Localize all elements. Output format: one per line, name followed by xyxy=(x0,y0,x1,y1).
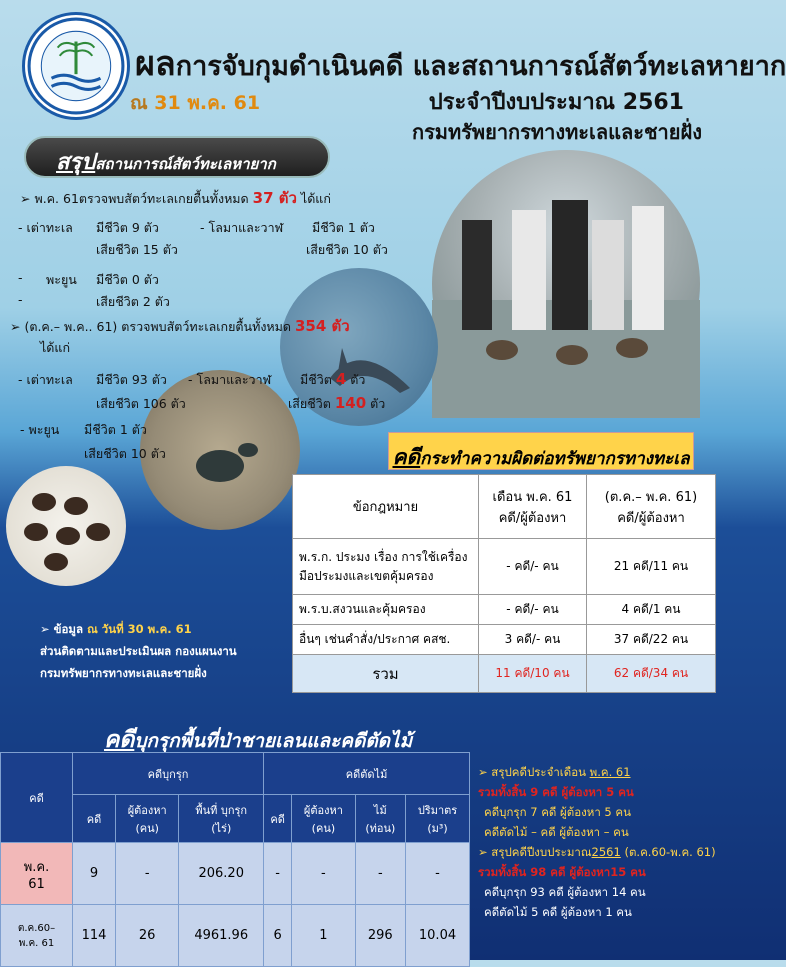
year-dolphin-dead-num: 140 xyxy=(334,394,367,412)
cell: - xyxy=(115,843,178,905)
cell: 26 xyxy=(115,905,178,967)
arrow-icon: ➢ xyxy=(40,622,50,636)
arrow-icon: ➢ xyxy=(478,765,488,779)
year-dugong-alive: มีชีวิต 1 ตัว xyxy=(84,422,147,437)
cell-month: 3 คดี/- คน xyxy=(479,625,587,655)
cell: 4961.96 xyxy=(179,905,264,967)
cell-law: อื่นๆ เช่นคำสั่ง/ประกาศ คสช. xyxy=(293,625,479,655)
year-turtle-dead: เสียชีวิต 106 ตัว xyxy=(96,396,186,411)
year-turtle-alive: มีชีวิต 93 ตัว xyxy=(96,372,167,387)
table-row xyxy=(1,843,470,905)
forest-header-row xyxy=(1,753,470,795)
year-dolphin-alive-unit: ตัว xyxy=(350,372,366,387)
case-banner-subtitle: กระทำความผิดต่อทรัพยากรทางทะเล xyxy=(420,449,690,469)
year-dugong-dead: เสียชีวิต 10 ตัว xyxy=(84,446,166,461)
forest-heading-title: คดี xyxy=(104,727,135,753)
month-dolphin-alive: มีชีวิต 1 ตัว xyxy=(312,220,375,235)
summary-line: คดีตัดไม้ – คดี ผู้ต้องหา – คน xyxy=(484,825,629,839)
th-sub: ผู้ต้องหา (คน) xyxy=(115,795,178,843)
cell-law: พ.ร.ก. ประมง เรื่อง การใช้เครื่องมือประมงและเขตคุ้มครอง xyxy=(293,539,479,595)
department-logo xyxy=(22,12,130,120)
cell: 1 xyxy=(292,905,355,967)
summary-title: สรุป xyxy=(56,150,96,175)
th-sub: ปริมาตร (ม³) xyxy=(406,795,470,843)
year-turtle-label: - เต่าทะเล xyxy=(18,372,73,387)
cell: 114 xyxy=(73,905,116,967)
summary-line: คดีบุกรุก 93 คดี ผู้ต้องหา 14 คน xyxy=(484,885,646,899)
th-sub: ไม้ (ท่อน) xyxy=(355,795,405,843)
month-dugong-alive: มีชีวิต 0 ตัว xyxy=(96,272,159,287)
page-title xyxy=(135,36,786,90)
cell: - xyxy=(355,843,405,905)
arrow-icon: ➢ xyxy=(478,845,488,859)
hatchlings-photo xyxy=(6,466,126,586)
th-sub: พื้นที่ บุกรุก (ไร่) xyxy=(179,795,264,843)
table-row xyxy=(293,595,716,625)
source-line1 xyxy=(40,618,237,640)
cell: 10.04 xyxy=(406,905,470,967)
report-date xyxy=(130,88,260,118)
year-dolphin-dead xyxy=(288,394,385,414)
cell-fiscal: 21 คดี/11 คน xyxy=(587,539,716,595)
cell-total-label: รวม xyxy=(293,655,479,693)
year-dugong-label: - พะยูน xyxy=(20,422,60,437)
marine-case-table xyxy=(292,474,716,693)
th-law: ข้อกฎหมาย xyxy=(293,475,479,539)
th-month: เดือน พ.ค. 61 คดี/ผู้ต้องหา xyxy=(479,475,587,539)
case-banner-title: คดี xyxy=(392,445,421,469)
year-dolphin-alive xyxy=(300,370,365,390)
year-dolphin-dead-text: เสียชีวิต xyxy=(288,396,331,411)
month-dugong-dash: - xyxy=(18,270,23,285)
th-sub: คดี xyxy=(73,795,116,843)
cell-total-fiscal: 62 คดี/34 คน xyxy=(587,655,716,693)
cell: - xyxy=(292,843,355,905)
year-dolphin-alive-num: 4 xyxy=(335,370,347,388)
summary-head2-text: สรุปคดีปีงบประมาณ xyxy=(491,845,592,859)
title-rest: การจับกุมดำเนินคดี และสถานการณ์สัตว์ทะเลหายาก xyxy=(175,51,786,82)
summary-pill xyxy=(24,136,330,178)
cell-month: - คดี/- คน xyxy=(479,539,587,595)
row-label: พ.ค. 61 xyxy=(1,843,73,905)
table-row xyxy=(1,905,470,967)
table-total-row xyxy=(293,655,716,693)
year-line-text: (ต.ค.– พ.ค.. 61) ตรวจพบสัตว์ทะเลเกยตื้นทั้งหมด xyxy=(24,319,292,334)
summary-head2-year: 2561 xyxy=(591,845,621,859)
summary-head xyxy=(478,762,716,782)
month-dugong-dead-dash: - xyxy=(18,292,23,307)
fiscal-year: ประจำปีงบประมาณ 2561 xyxy=(428,90,684,115)
cell: 296 xyxy=(355,905,405,967)
source-date: ณ วันที่ 30 พ.ค. 61 xyxy=(87,622,192,636)
data-source-note xyxy=(40,618,237,684)
th-sub: คดี xyxy=(264,795,292,843)
summary-line: รวมทั้งสิ้น 98 คดี ผู้ต้องหา15 คน xyxy=(478,865,646,879)
th-cut: คดีตัดไม้ xyxy=(264,753,470,795)
cell: - xyxy=(406,843,470,905)
th-intrude: คดีบุกรุก xyxy=(73,753,264,795)
cell-law: พ.ร.บ.สงวนและคุ้มครอง xyxy=(293,595,479,625)
cell-fiscal: 4 คดี/1 คน xyxy=(587,595,716,625)
table-header-row xyxy=(293,475,716,539)
cell: - xyxy=(264,843,292,905)
case-banner xyxy=(388,432,694,470)
month-dolphin-dead: เสียชีวิต 10 ตัว xyxy=(306,242,388,257)
th-fiscal: (ต.ค.– พ.ค. 61) คดี/ผู้ต้องหา xyxy=(587,475,716,539)
th-case: คดี xyxy=(1,753,73,843)
cell-month: - คดี/- คน xyxy=(479,595,587,625)
month-turtle-label: - เต่าทะเล xyxy=(18,220,73,235)
year-suffix: ได้แก่ xyxy=(40,340,71,355)
month-dolphin-label: - โลมาและวาฬ xyxy=(200,220,284,235)
source-line2: ส่วนติดตามและประเมินผล กองแผนงาน xyxy=(40,644,237,658)
logo-seal-icon xyxy=(25,15,127,117)
source-line3: กรมทรัพยากรทางทะเลและชายฝั่ง xyxy=(40,666,207,680)
cell-total-month: 11 คดี/10 คน xyxy=(479,655,587,693)
table-row xyxy=(293,539,716,595)
title-first-letters: ผล xyxy=(135,44,176,84)
source-prefix: ข้อมูล xyxy=(53,622,84,636)
year-dolphin-alive-text: มีชีวิต xyxy=(300,372,332,387)
month-turtle-alive: มีชีวิต 9 ตัว xyxy=(96,220,159,235)
month-total-count: 37 ตัว xyxy=(252,189,297,207)
month-line-text: พ.ค. 61ตรวจพบสัตว์ทะเลเกยตื้นทั้งหมด xyxy=(34,191,249,206)
cell: 9 xyxy=(73,843,116,905)
summary-line: รวมทั้งสิ้น 9 คดี ผู้ต้องหา 5 คน xyxy=(478,785,634,799)
year-dolphin-label: - โลมาและวาฬ xyxy=(188,372,272,387)
year-dolphin-dead-unit: ตัว xyxy=(370,396,386,411)
forest-summary xyxy=(478,762,716,922)
summary-head2 xyxy=(478,842,716,862)
year-marine-line xyxy=(10,314,350,338)
cell-fiscal: 37 คดี/22 คน xyxy=(587,625,716,655)
cell: 206.20 xyxy=(179,843,264,905)
th-sub: ผู้ต้องหา (คน) xyxy=(292,795,355,843)
date-prefix: ณ xyxy=(130,92,148,114)
month-dugong-dead: เสียชีวิต 2 ตัว xyxy=(96,294,170,309)
month-suffix: ได้แก่ xyxy=(300,191,331,206)
forest-heading-subtitle: บุกรุกพื้นที่ป่าชายเลนและคดีตัดไม้ xyxy=(134,730,413,752)
month-turtle-dead: เสียชีวิต 15 ตัว xyxy=(96,242,178,257)
row-label: ต.ค.60– พ.ค. 61 xyxy=(1,905,73,967)
summary-subtitle: สถานการณ์สัตว์ทะเลหายาก xyxy=(95,155,276,173)
summary-line: คดีบุกรุก 7 คดี ผู้ต้องหา 5 คน xyxy=(484,805,631,819)
date-value: 31 พ.ค. 61 xyxy=(154,92,261,114)
table-row xyxy=(293,625,716,655)
arrow-icon: ➢ xyxy=(10,319,21,334)
department-name: กรมทรัพยากรทางทะเลและชายฝั่ง xyxy=(411,120,702,144)
officials-release-turtles-photo xyxy=(432,150,700,418)
year-total-count: 354 ตัว xyxy=(295,317,350,335)
summary-head2-range: (ต.ค.60-พ.ค. 61) xyxy=(624,845,716,859)
forest-case-table xyxy=(0,752,470,967)
summary-head-month: พ.ค. 61 xyxy=(589,765,631,779)
month-dugong-label: พะยูน xyxy=(46,272,77,287)
arrow-icon: ➢ xyxy=(20,191,31,206)
month-marine-line xyxy=(20,186,331,210)
cell: 6 xyxy=(264,905,292,967)
summary-line: คดีตัดไม้ 5 คดี ผู้ต้องหา 1 คน xyxy=(484,905,632,919)
summary-head-text: สรุปคดีประจำเดือน xyxy=(491,765,586,779)
